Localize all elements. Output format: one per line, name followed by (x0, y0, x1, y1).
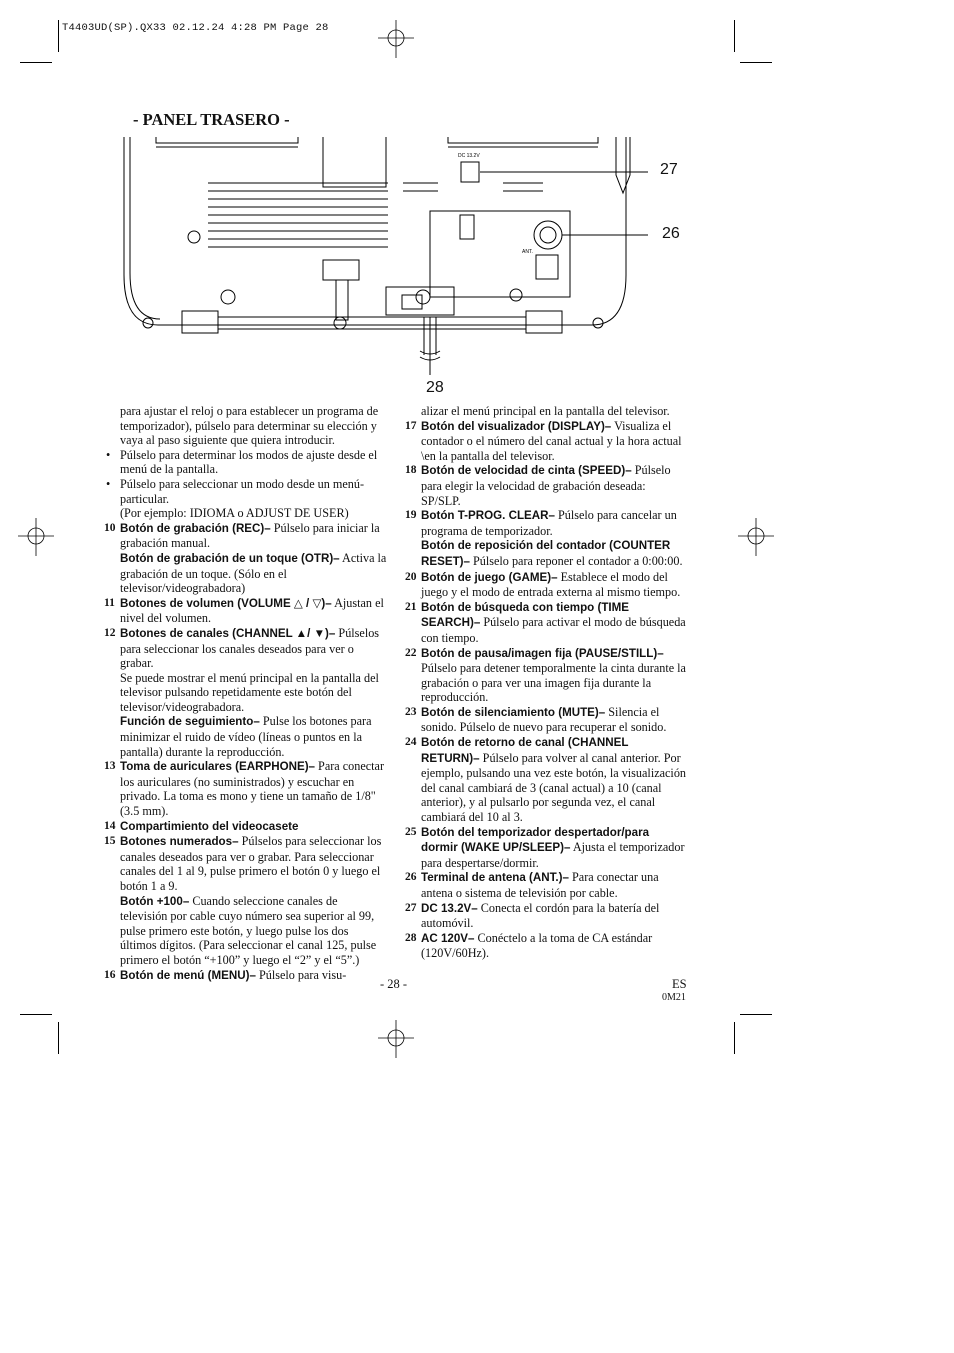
item-text: Púlselos para seleccionar los canales deseados para ver o grabar. (120, 625, 380, 671)
item-text: Púlselos para seleccionar los canales deseados para ver o grabar. Para seleccionar canales del 1 al 9, pulse primero el botón 0 y luego el botón 1 a 9. (120, 834, 382, 893)
bullet-item (104, 477, 387, 506)
item-number: 26 (405, 871, 417, 884)
rear-panel-diagram (118, 135, 678, 410)
numbered-item (104, 626, 387, 671)
item-text: Ajustan el nivel del volumen. (120, 595, 384, 626)
item-number: 13 (104, 760, 116, 773)
registration-mark-left (14, 514, 60, 562)
crop-mark (20, 1014, 52, 1015)
registration-mark-right (734, 514, 780, 562)
language-code: ES (672, 977, 687, 991)
item-text: Pulse los botones para minimizar el ruido de vídeo (líneas o puntos en la pantalla) durante la reproducción. (120, 714, 372, 759)
numbered-item (405, 508, 688, 538)
item-heading: DC 13.2V– (421, 901, 478, 915)
ant-label: ANT. (522, 249, 533, 255)
item-number: 16 (104, 968, 116, 981)
item-heading: Botones de volumen (VOLUME △ / ▽)– (120, 596, 332, 610)
item-number: 22 (405, 646, 417, 659)
numbered-item (405, 570, 688, 600)
item-heading: Toma de auriculares (EARPHONE)– (120, 760, 315, 774)
item-heading: AC 120V– (421, 931, 475, 945)
item-heading: Botón T-PROG. CLEAR– (421, 509, 555, 523)
item-heading: Botón del temporizador despertador/para dormir (WAKE UP/SLEEP)– (421, 825, 650, 855)
item-text: Visualiza el contador o el número del canal actual y la hora actual \en la pantalla del televisor. (421, 418, 682, 463)
paragraph (104, 894, 387, 968)
item-heading: Botón de reposición del contador (COUNTER RESET)– (421, 539, 671, 568)
numbered-item (405, 600, 688, 646)
item-heading: Botón de pausa/imagen fija (PAUSE/STILL)– (421, 646, 664, 660)
bullet-item (104, 448, 387, 477)
item-text: Conecta el cordón para la batería del automóvil. (421, 900, 660, 931)
item-text: Activa la grabación de un toque. (Sólo en el televisor/videograbadora) (120, 550, 387, 596)
item-number: 25 (405, 825, 417, 838)
numbered-item (104, 759, 387, 818)
item-text: Cuando seleccione canales de televisión por cable cuyo número sea superior al 99, pulse primero este botón, y luego pulse los dos últimos dígitos. (Para seleccionar el canal 125, pulse primero el botón “+100” y luego el “2” y el “5”.) (120, 893, 377, 967)
crop-mark (58, 1022, 59, 1054)
callout-28: 28 (426, 379, 444, 396)
item-text: Púlselo para visu- (255, 967, 347, 982)
item-number: 14 (104, 819, 116, 832)
crop-mark (58, 20, 59, 52)
numbered-item (104, 521, 387, 551)
item-number: 28 (405, 931, 417, 944)
item-number: 11 (104, 596, 115, 609)
numbered-item (405, 419, 688, 464)
item-heading: Botón de juego (GAME)– (421, 570, 558, 584)
item-heading: Botones de canales (CHANNEL ▲/ ▼)– (120, 626, 336, 640)
item-text: Púlselo para detener temporalmente la cinta durante la grabación o para ver una imagen fija durante la reproducción. (421, 661, 686, 705)
item-heading: Botón del visualizador (DISPLAY)– (421, 419, 612, 433)
item-number: 24 (405, 736, 417, 749)
item-text: Ajusta el temporizador para despertarse/dormir. (421, 840, 685, 870)
numbered-item (405, 463, 688, 508)
item-heading: Botón de grabación de un toque (OTR)– (120, 551, 340, 565)
item-text: Púlselo para determinar los modos de ajuste desde el menú de la pantalla. (120, 447, 378, 477)
left-column (104, 404, 387, 983)
paragraph (405, 404, 688, 419)
numbered-item (104, 596, 387, 626)
numbered-item (405, 735, 688, 825)
item-text: Silencia el sonido. Púlselo de nuevo para recuperar el sonido. (421, 704, 667, 735)
item-text: Se puede mostrar el menú principal en la pantalla del televisor pulsando repetidamente este botón del televisor/videograbadora. (120, 670, 379, 714)
crop-mark (740, 1014, 772, 1015)
document-code: 0M21 (662, 992, 686, 1003)
page-title: - PANEL TRASERO - (133, 110, 290, 129)
item-heading: Botón +100– (120, 894, 190, 908)
crop-mark (734, 20, 735, 52)
item-text: para ajustar el reloj o para establecer un programa de temporizador), púlselo para determinar su elección y vaya al paso siguiente que quiera introducir. (120, 404, 379, 448)
item-text: Púlselo para volver al canal anterior. Por ejemplo, pulsando una vez este botón, la visualización del canal cambiará de 3 (canal actual) a 10 (canal anterior), y al pulsarlo por segunda vez, el canal cambiará del 10 al 3. (421, 750, 687, 825)
item-text: Para conectar los auriculares (no suministrados) y escuchar en privado. La toma es mono y tiene un tamaño de 1/8"(3.5 mm). (120, 759, 385, 819)
callout-26: 26 (662, 225, 680, 242)
right-column (405, 404, 688, 961)
item-heading: Botón de retorno de canal (CHANNEL RETURN)– (421, 736, 629, 765)
numbered-item (405, 870, 688, 900)
numbered-item (405, 931, 688, 961)
item-text: Púlselo para elegir la velocidad de grabación deseada: SP/SLP. (421, 463, 671, 508)
item-heading: Botón de menú (MENU)– (120, 968, 256, 982)
item-text: Púlselo para reponer el contador a 0:00:00. (469, 553, 683, 568)
item-number: 12 (104, 626, 116, 639)
item-heading: Botón de velocidad de cinta (SPEED)– (421, 464, 632, 478)
paragraph (104, 551, 387, 596)
item-heading: Botón de silenciamiento (MUTE)– (421, 705, 606, 719)
crop-mark (740, 62, 772, 63)
paragraph (104, 671, 387, 715)
paragraph (104, 404, 387, 448)
dc-label: DC 13.2V (458, 153, 480, 159)
item-text: Establece el modo del juego y el modo de entrada externa al mismo tiempo. (421, 569, 681, 600)
numbered-item (104, 968, 387, 984)
item-text: Púlselo para iniciar la grabación manual. (120, 520, 380, 551)
item-heading: Botón de grabación (REC)– (120, 521, 271, 535)
item-text: alizar el menú principal en la pantalla del televisor. (421, 404, 670, 418)
numbered-item (405, 646, 688, 705)
numbered-item (405, 901, 688, 931)
item-number: 19 (405, 509, 417, 522)
item-number: 15 (104, 835, 116, 848)
item-heading: Botón de búsqueda con tiempo (TIME SEARCH)– (421, 600, 630, 630)
item-text: (Por ejemplo: IDIOMA o ADJUST DE USER) (120, 506, 349, 521)
item-text: Conéctelo a la toma de CA estándar (120V/60Hz). (421, 930, 653, 961)
item-number: 21 (405, 600, 417, 613)
item-text: Púlselo para cancelar un programa de temporizador. (421, 508, 677, 538)
page-number: - 28 - (380, 977, 408, 991)
item-heading: Botones numerados– (120, 835, 239, 849)
paragraph (104, 506, 387, 521)
registration-mark-bottom (372, 1020, 420, 1068)
item-text: Para conectar una antena o sistema de televisión por cable. (421, 870, 659, 900)
callout-27: 27 (660, 161, 678, 178)
numbered-item (405, 705, 688, 735)
numbered-item (104, 819, 387, 835)
item-number: 18 (405, 464, 417, 477)
numbered-item (405, 825, 688, 871)
item-heading: Terminal de antena (ANT.)– (421, 871, 569, 885)
item-heading: Compartimiento del videocasete (120, 819, 299, 833)
crop-mark (20, 62, 52, 63)
item-number: 20 (405, 570, 417, 583)
item-number: 23 (405, 705, 417, 718)
item-number: 27 (405, 901, 417, 914)
item-heading: Función de seguimiento– (120, 715, 260, 729)
numbered-item (104, 834, 387, 893)
crop-mark (734, 1022, 735, 1054)
print-header: T4403UD(SP).QX33 02.12.24 4:28 PM Page 28 (62, 22, 329, 34)
item-number: 10 (104, 521, 116, 534)
registration-mark-top (372, 18, 420, 66)
paragraph (104, 714, 387, 759)
item-text: Púlselo para activar el modo de búsqueda con tiempo. (421, 615, 686, 645)
paragraph (405, 538, 688, 569)
item-number: 17 (405, 419, 417, 432)
item-text: Púlselo para seleccionar un modo desde un menú-particular. (120, 476, 365, 506)
